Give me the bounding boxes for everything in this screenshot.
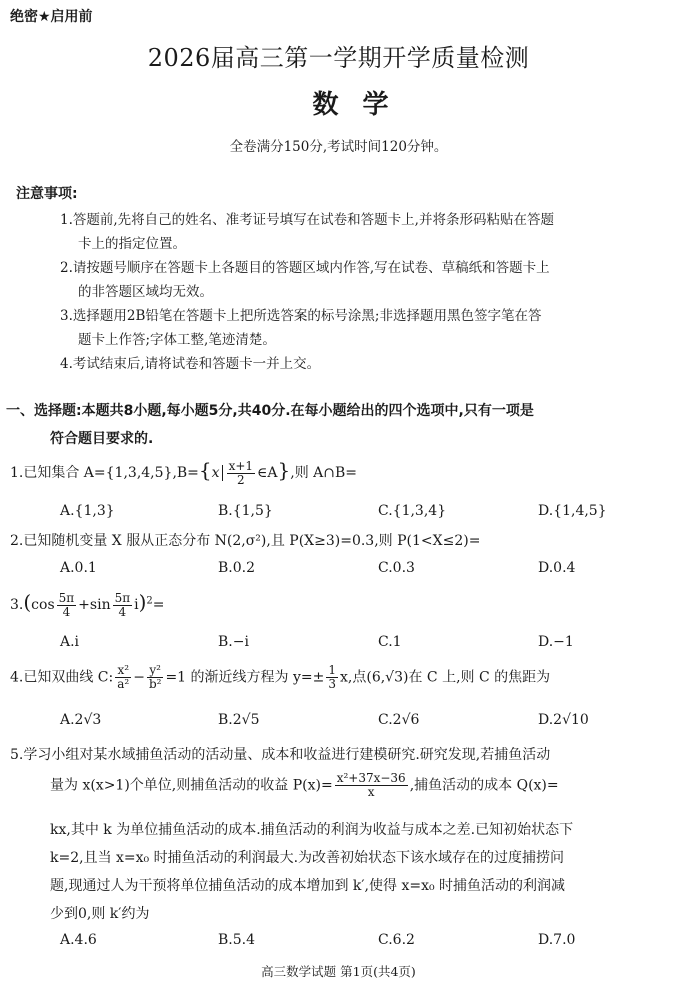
notice-line: 题卡上作答;字体工整,笔迹清楚。 (78, 332, 276, 348)
question-1-stem: 1.已知集合 A={1,3,4,5},B={x $\frac{x+1}{2}$ ∈A},则 A∩B= (10, 458, 358, 487)
question-4-stem: 4.已知双曲线 C: $\frac{\text{x²}}{\text{a²}}$ − $\frac{\text{y²}}{\text{b²}}$ =1 的渐近线方程为 y=± $\frac{1}{3}$ x,点(6,√3)在 C 上,则 C 的焦距为 (10, 663, 551, 691)
notice-line: 2.请按题号顺序在答题卡上各题目的答题区域内作答,写在试卷、草稿纸和答题卡上 (60, 260, 550, 276)
q1-option-a[interactable]: A.{1,3} (60, 503, 115, 519)
question-5-line-5: 题,现通过人为干预将单位捕鱼活动的成本增加到 k′,使得 x=x₀ 时捕鱼活动的利润减 (50, 878, 566, 894)
q3-option-c[interactable]: C.1 (378, 634, 402, 650)
q4-option-a[interactable]: A.2√3 (60, 712, 102, 728)
confidential-label: 绝密★启用前 (10, 9, 93, 25)
notice-line: 4.考试结束后,请将试卷和答题卡一并上交。 (60, 356, 321, 372)
q4-option-c[interactable]: C.2√6 (378, 712, 420, 728)
notice-title: 注意事项: (16, 186, 78, 202)
notice-line: 3.选择题用2B铅笔在答题卡上把所选答案的标号涂黑;非选择题用黑色签字笔在答 (60, 308, 542, 324)
q3-option-a[interactable]: A.i (60, 634, 80, 650)
q3-option-d[interactable]: D.−1 (538, 634, 574, 650)
q1-option-d[interactable]: D.{1,4,5} (538, 503, 607, 519)
notice-line: 的非答题区域均无效。 (78, 284, 213, 300)
question-3-stem: 3.(cos $\frac{5\pi}{4}$ +sin $\frac{5\pi}{4}$ i)$^2$= (10, 590, 165, 619)
section-heading: 一、选择题:本题共8小题,每小题5分,共40分.在每小题给出的四个选项中,只有一项是 (6, 403, 534, 419)
question-5-line-3: kx,其中 k 为单位捕鱼活动的成本.捕鱼活动的利润为收益与成本之差.已知初始状态下 (50, 822, 574, 838)
q2-option-d[interactable]: D.0.4 (538, 560, 576, 576)
q5-option-a[interactable]: A.4.6 (60, 932, 97, 948)
q1-option-b[interactable]: B.{1,5} (218, 503, 273, 519)
exam-meta: 全卷满分150分,考试时间120分钟。 (229, 139, 448, 155)
question-5-line-4: k=2,且当 x=x₀ 时捕鱼活动的利润最大.为改善初始状态下该水域存在的过度捕捞问 (50, 850, 565, 866)
subject-title: 数学 (312, 90, 413, 120)
q5-option-d[interactable]: D.7.0 (538, 932, 576, 948)
notice-line: 卡上的指定位置。 (78, 236, 186, 252)
q2-option-b[interactable]: B.0.2 (218, 560, 256, 576)
exam-title: 2026届高三第一学期开学质量检测 (147, 44, 530, 72)
notice-line: 1.答题前,先将自己的姓名、准考证号填写在试卷和答题卡上,并将条形码粘贴在答题 (60, 212, 554, 228)
question-5-line-2: 量为 x(x>1)个单位,则捕鱼活动的收益 P(x)= $\frac{\text{x²+37x−36}}{x}$ ,捕鱼活动的成本 Q(x)= (50, 771, 559, 799)
section-heading-cont: 符合题目要求的. (50, 431, 154, 447)
q1-option-c[interactable]: C.{1,3,4} (378, 503, 447, 519)
q2-option-c[interactable]: C.0.3 (378, 560, 415, 576)
q2-option-a[interactable]: A.0.1 (60, 560, 97, 576)
q3-option-b[interactable]: B.−i (218, 634, 249, 650)
q4-option-d[interactable]: D.2√10 (538, 712, 589, 728)
question-5-line-1: 5.学习小组对某水域捕鱼活动的活动量、成本和收益进行建模研究.研究发现,若捕鱼活动 (10, 747, 551, 763)
q5-option-b[interactable]: B.5.4 (218, 932, 256, 948)
q5-option-c[interactable]: C.6.2 (378, 932, 415, 948)
page-footer: 高三数学试题 第1页(共4页) (261, 964, 416, 979)
question-2-stem: 2.已知随机变量 X 服从正态分布 N(2,σ²),且 P(X≥3)=0.3,则 P(1<X≤2)= (10, 533, 481, 549)
question-5-line-6: 少到0,则 k′约为 (50, 906, 150, 922)
q4-option-b[interactable]: B.2√5 (218, 712, 260, 728)
